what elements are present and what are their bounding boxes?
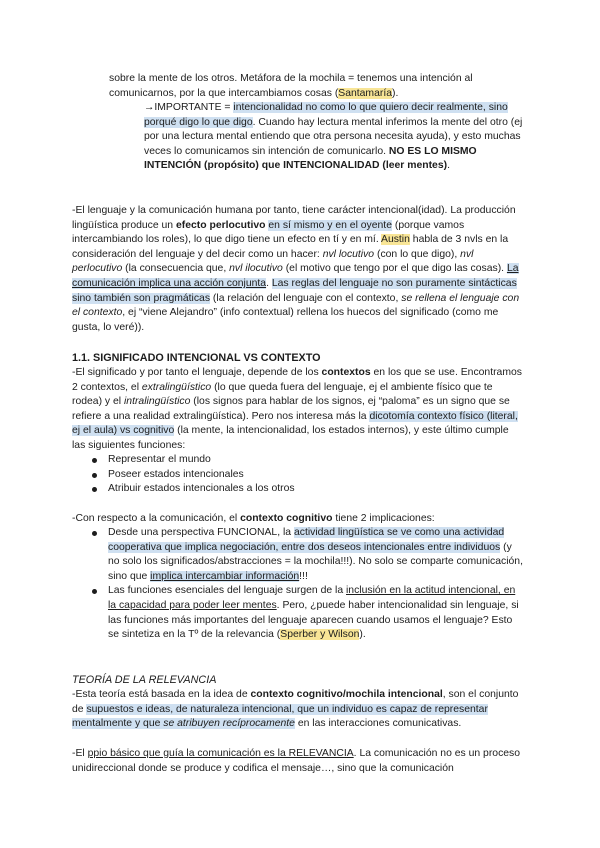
- paragraph-contextos: -El significado y por tanto el lenguaje, depende de los contextos en los que se use. Encontramos 2 contextos, el extralingüístico (lo que queda fuera del lenguaje, ej el ambiente físico que te rodea) y el intralingüístico (los signos para hablar de los signos, ej “paloma” es un signo que se refiere a una realidad extralingüística). Pero nos interesa más la dicotomía contexto físico (literal, ej el aula) vs cognitivo (la mente, la intencionalidad, los estados internos), y este último cumple las siguientes funciones:: [72, 367, 522, 451]
- subsection-heading: TEORÍA DE LA RELEVANCIA: [72, 674, 217, 686]
- paragraph-contexto-cognitivo: -Con respecto a la comunicación, el contexto cognitivo tiene 2 implicaciones:: [72, 513, 435, 524]
- bullet-list-implications: [88, 526, 524, 643]
- highlighted-citation: Austin: [381, 234, 410, 246]
- paragraph-relevancia: -Esta teoría está basada en la idea de contexto cognitivo/mochila intencional, son el conjunto de supuestos e ideas, de naturaleza intencional, que un individuo es capaz de representar mentalmente y que se atribuyen recíprocamente en las interacciones comunicativas.: [72, 689, 519, 730]
- highlighted-citation: Sperber y Wilson: [280, 629, 360, 641]
- continuation-paragraph: [109, 72, 529, 101]
- list-item: Las funciones esenciales del lenguaje surgen de la inclusión en la actitud intencional, en la capacidad para poder leer mentes. Pero, ¿puede haber intencionalidad sin lenguaje, si las funciones más importantes del lenguaje aparecen cuando usamos el lenguaje? Esto se sintetiza en la Tº de la relevancia (Sperber y Wilson).: [88, 584, 524, 642]
- list-item: Representar el mundo: [88, 453, 518, 468]
- list-item: Poseer estados intencionales: [88, 468, 518, 483]
- bullet-list-functions: [88, 453, 518, 497]
- list-item: Atribuir estados intencionales a los otros: [88, 482, 518, 497]
- highlighted-citation: Santamaría: [338, 87, 392, 99]
- paragraph-ppio-basico: -El ppio básico que guía la comunicación es la RELEVANCIA. La comunicación no es un proceso unidireccional donde se produce y codifica el mensaje…, sino que la comunicación: [72, 748, 521, 774]
- text-line: sobre la mente de los otros. Metáfora de la mochila = tenemos una intención al: [109, 73, 473, 84]
- highlighted-text: intencionalidad no como lo que quiero decir realmente, sino porqué digo lo que digo: [144, 102, 508, 128]
- list-item: Desde una perspectiva FUNCIONAL, la actividad lingüística se ve como una actividad cooperativa que implica negociación, entre dos deseos intencionales entre individuos (y no solo los significados/abstracciones = la mochila!!!). No solo se comparte comunicación, sino que implica intercambiar información!!!: [88, 526, 524, 584]
- section-heading: 1.1. SIGNIFICADO INTENCIONAL VS CONTEXTO: [72, 352, 321, 364]
- bold-statement: NO ES LO MISMO INTENCIÓN (propósito) que INTENCIONALIDAD (leer mentes): [144, 145, 477, 172]
- paragraph-intencionalidad: -El lenguaje y la comunicación humana por tanto, tiene carácter intencional(idad). La producción lingüística produce un efecto perlocutivo en sí mismo y en el oyente (porque vamos intercambiando los roles), lo que digo tiene un efecto en tí y en mí. Austin habla de 3 nvls en la consideración del lenguaje y del decir como un hacer: nvl locutivo (con lo que digo), nvl perlocutivo (la consecuencia que, nvl ilocutivo (el motivo que tengo por el que digo las cosas). La comunicación implica una acción conjunta. Las reglas del lenguaje no son puramente sintácticas sino también son pragmáticas (la relación del lenguaje con el contexto, se rellena el lenguaje con el contexto, ej “viene Alejandro” (info contextual) rellena los huecos del significado (como me gusta, lo veré)).: [72, 205, 520, 333]
- important-note: →IMPORTANTE = intencionalidad no como lo que quiero decir realmente, sino porqué digo lo que digo. Cuando hay lectura mental inferimos la mente del otro (ej por una lectura mental entiendo que otra persona necesita ayuda), y esto muchas veces lo comunicamos sin intención de comunicarlo. NO ES LO MISMO INTENCIÓN (propósito) que INTENCIONALIDAD (leer mentes).: [144, 102, 523, 172]
- text-line: comunicarnos, por la que intercambiamos cosas (Santamaría).: [109, 87, 399, 99]
